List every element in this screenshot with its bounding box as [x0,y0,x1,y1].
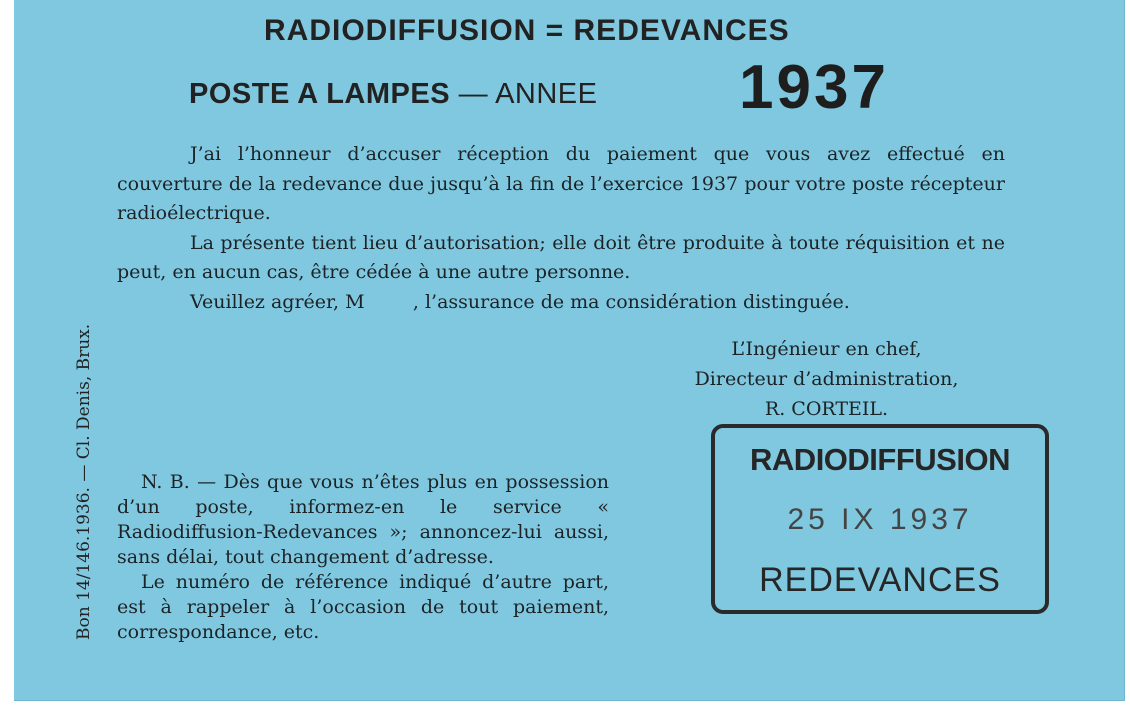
note-block [117,470,609,645]
signature-line-1: L’Ingénieur en chef, [731,338,922,360]
body-paragraph-3: Veuillez agréer, M , l’assurance de ma considération distinguée. [190,290,850,313]
signature-line-3: R. CORTEIL. [764,398,889,420]
note-paragraph-2: Le numéro de référence indiqué d’autre part, est à rappeler à l’occasion de tout paiement, correspondance, etc. [117,571,609,643]
year-label: 1937 [739,53,889,122]
note-paragraph-1: N. B. — Dès que vous n’êtes plus en possession d’un poste, informez-en le service « Radiodiffusion-Redevances »; annoncez-lui aussi, sans délai, tout changement d’adresse. [117,471,609,568]
document-subtitle [189,78,598,111]
postal-stamp [711,424,1049,614]
body-text [117,140,1005,317]
subtitle-bold: POSTE A LAMPES [189,78,451,110]
stamp-date: 25 IX 1937 [787,503,973,536]
receipt-card [14,0,1125,701]
body-paragraph-2: La présente tient lieu d’autorisation; elle doit être produite à toute réquisition et ne peut, en aucun cas, être cédée à une autre personne. [117,231,1005,283]
signature-line-2: Directeur d’administration, [694,368,959,390]
body-paragraph-1: J’ai l’honneur d’accuser réception du paiement que vous avez effectué en couverture de la redevance due jusqu’à la fin de l’exercice 1937 pour votre poste récepteur radioélectrique. [117,143,1005,224]
subtitle-rest: — ANNEE [450,78,598,110]
document-title: RADIODIFFUSION = REDEVANCES [264,14,790,47]
stamp-line-1: RADIODIFFUSION [750,442,1010,477]
stamp-line-3: REDEVANCES [759,561,1001,599]
signature-block [654,334,999,424]
printer-reference: Bon 14/146.1936. — Cl. Denis, Brux. [74,323,94,640]
